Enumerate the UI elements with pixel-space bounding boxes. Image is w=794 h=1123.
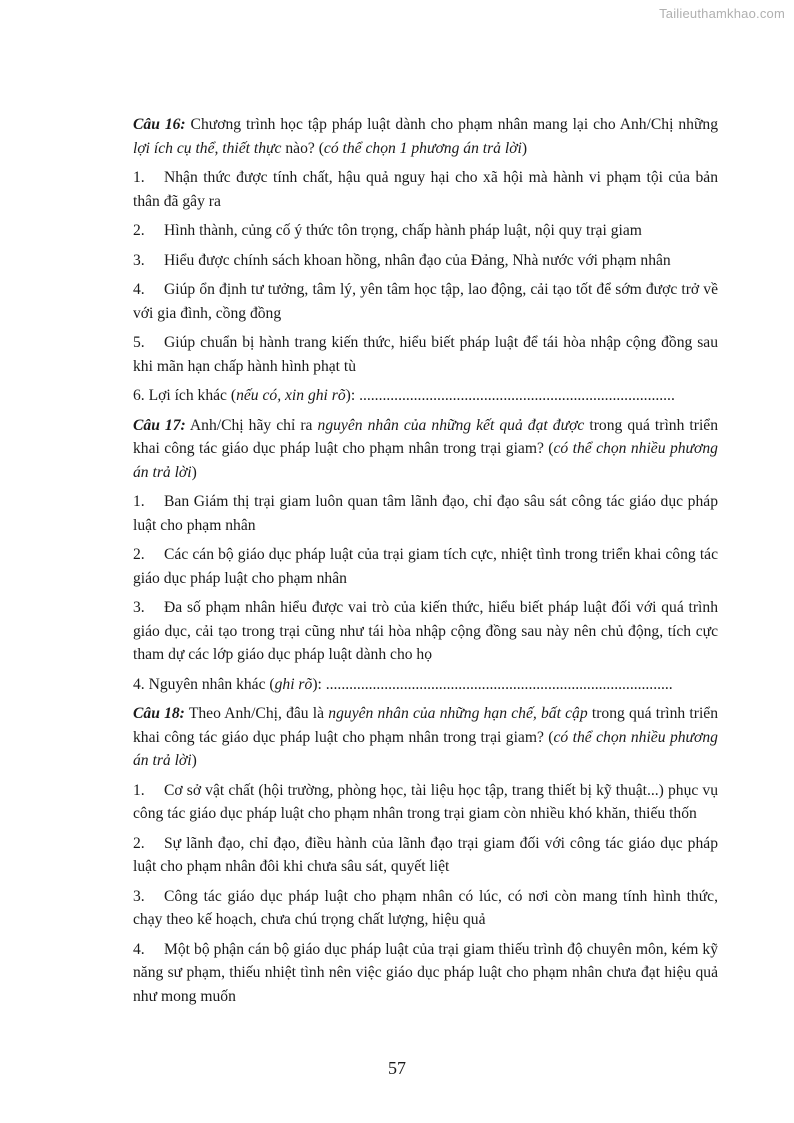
option-number: 3. — [133, 599, 145, 616]
option-text: Nhận thức được tính chất, hậu quả nguy hại cho xã hội mà hành vi phạm tội của bản thân đã gây ra — [133, 169, 718, 210]
other-instruction: ghi rõ — [274, 675, 313, 693]
q16-option-4 — [133, 278, 718, 325]
question-16-lead: Câu 16: — [133, 116, 186, 133]
option-text: Ban Giám thị trại giam luôn quan tâm lãnh đạo, chỉ đạo sâu sát công tác giáo dục pháp luật cho phạm nhân — [133, 493, 718, 534]
other-label: 4. Nguyên nhân khác ( — [133, 675, 275, 693]
option-text: Hiểu được chính sách khoan hồng, nhân đạo của Đảng, Nhà nước với phạm nhân — [164, 251, 671, 269]
option-number: 5. — [133, 334, 145, 351]
option-number: 1. — [133, 781, 145, 799]
question-16-text-3: ) — [521, 139, 528, 157]
question-16-instruction: có thể chọn 1 phương án trả lời — [323, 139, 522, 157]
question-16-emphasis: lợi ích cụ thể, thiết thực — [133, 139, 282, 157]
other-fill-line: ): ................................................................................. — [345, 387, 675, 404]
option-text: Sự lãnh đạo, chỉ đạo, điều hành của lãnh đạo trại giam đối với công tác giáo dục pháp luật cho phạm nhân đôi khi chưa sâu sát, quyết liệt — [133, 834, 718, 875]
question-17-text-3: ) — [191, 463, 197, 481]
option-text: Đa số phạm nhân hiểu được vai trò của kiến thức, hiểu biết pháp luật đối với quá trình giáo dục, cải tạo trong trại cũng như tái hòa nhập cộng đồng sau này nên chủ động, tích cực tham dự các lớp giáo dục pháp luật dành cho họ — [133, 599, 718, 663]
question-18-text-3: ) — [191, 752, 197, 769]
question-17 — [133, 414, 718, 485]
option-text: Hình thành, củng cố ý thức tôn trọng, chấp hành pháp luật, nội quy trại giam — [164, 222, 642, 239]
q16-option-other — [133, 384, 718, 408]
question-18-lead: Câu 18: — [133, 705, 185, 722]
q16-option-2 — [133, 219, 718, 243]
question-18 — [133, 702, 718, 773]
option-number: 2. — [133, 546, 145, 563]
question-16-text-1: Chương trình học tập pháp luật dành cho phạm nhân mang lại cho Anh/Chị những — [185, 116, 719, 133]
question-17-lead: Câu 17: — [133, 416, 186, 434]
question-16-text-2: nào? ( — [281, 139, 324, 157]
other-label: 6. Lợi ích khác ( — [133, 387, 237, 404]
question-17-text-1: Anh/Chị hãy chỉ ra — [185, 416, 318, 434]
question-17-instruction: có thể chọn nhiều phương án trả lời — [133, 440, 718, 481]
option-number: 1. — [133, 169, 145, 186]
option-number: 1. — [133, 493, 145, 510]
page-content — [133, 113, 718, 1014]
question-16 — [133, 113, 718, 160]
option-text: Giúp chuẩn bị hành trang kiến thức, hiểu biết pháp luật để tái hòa nhập cộng đồng sau khi mãn hạn chấp hành hình phạt tù — [133, 334, 718, 375]
option-text: Công tác giáo dục pháp luật cho phạm nhân có lúc, có nơi còn mang tính hình thức, chạy theo kế hoạch, chưa chú trọng chất lượng, hiệu quả — [133, 887, 718, 928]
q17-option-other — [133, 673, 718, 697]
option-number: 2. — [133, 834, 145, 852]
option-number: 2. — [133, 222, 145, 239]
q16-option-5 — [133, 331, 718, 378]
option-text: Các cán bộ giáo dục pháp luật của trại giam tích cực, nhiệt tình trong triển khai công tác giáo dục pháp luật cho phạm nhân — [133, 546, 718, 587]
option-number: 3. — [133, 251, 145, 269]
question-17-text-2: trong quá trình triển khai công tác giáo dục pháp luật cho phạm nhân trong trại giam? ( — [133, 416, 719, 457]
q18-option-4 — [133, 938, 718, 1009]
q16-option-3 — [133, 249, 718, 273]
q18-option-2 — [133, 832, 718, 879]
other-instruction: nếu có, xin ghi rõ — [236, 387, 346, 404]
watermark-text: Tailieuthamkhao.com — [659, 6, 785, 21]
q16-option-1 — [133, 166, 718, 213]
q17-option-1 — [133, 490, 718, 537]
q17-option-3 — [133, 596, 718, 667]
option-number: 3. — [133, 887, 145, 905]
question-18-text-1: Theo Anh/Chị, đâu là — [184, 705, 329, 722]
question-18-instruction: có thể chọn nhiều phương án trả lời — [133, 728, 718, 769]
option-text: Cơ sở vật chất (hội trường, phòng học, tài liệu học tập, trang thiết bị kỹ thuật...) phục vụ công tác giáo dục pháp luật cho phạm nhân trong trại giam còn nhiều khó khăn, thiếu thốn — [133, 781, 718, 822]
other-fill-line: ): ......................................................................................... — [312, 675, 673, 693]
q18-option-1 — [133, 779, 718, 826]
question-18-text-2: trong quá trình triển khai công tác giáo dục pháp luật cho phạm nhân trong trại giam? ( — [133, 705, 719, 746]
question-18-emphasis: nguyên nhân của những hạn chế, bất cập — [328, 705, 588, 722]
option-text: Một bộ phận cán bộ giáo dục pháp luật của trại giam thiếu trình độ chuyên môn, kém kỹ năng sư phạm, thiếu nhiệt tình nên việc giáo dục pháp luật cho phạm nhân chưa đạt hiệu quả như mong muốn — [133, 940, 718, 1005]
option-text: Giúp ổn định tư tưởng, tâm lý, yên tâm học tập, lao động, cải tạo tốt để sớm được trở về với gia đình, cồng đồng — [133, 281, 718, 322]
option-number: 4. — [133, 940, 145, 958]
option-number: 4. — [133, 281, 145, 298]
page-number: 57 — [388, 1058, 406, 1078]
question-17-emphasis: nguyên nhân của những kết quả đạt được — [317, 416, 585, 434]
q18-option-3 — [133, 885, 718, 932]
q17-option-2 — [133, 543, 718, 590]
